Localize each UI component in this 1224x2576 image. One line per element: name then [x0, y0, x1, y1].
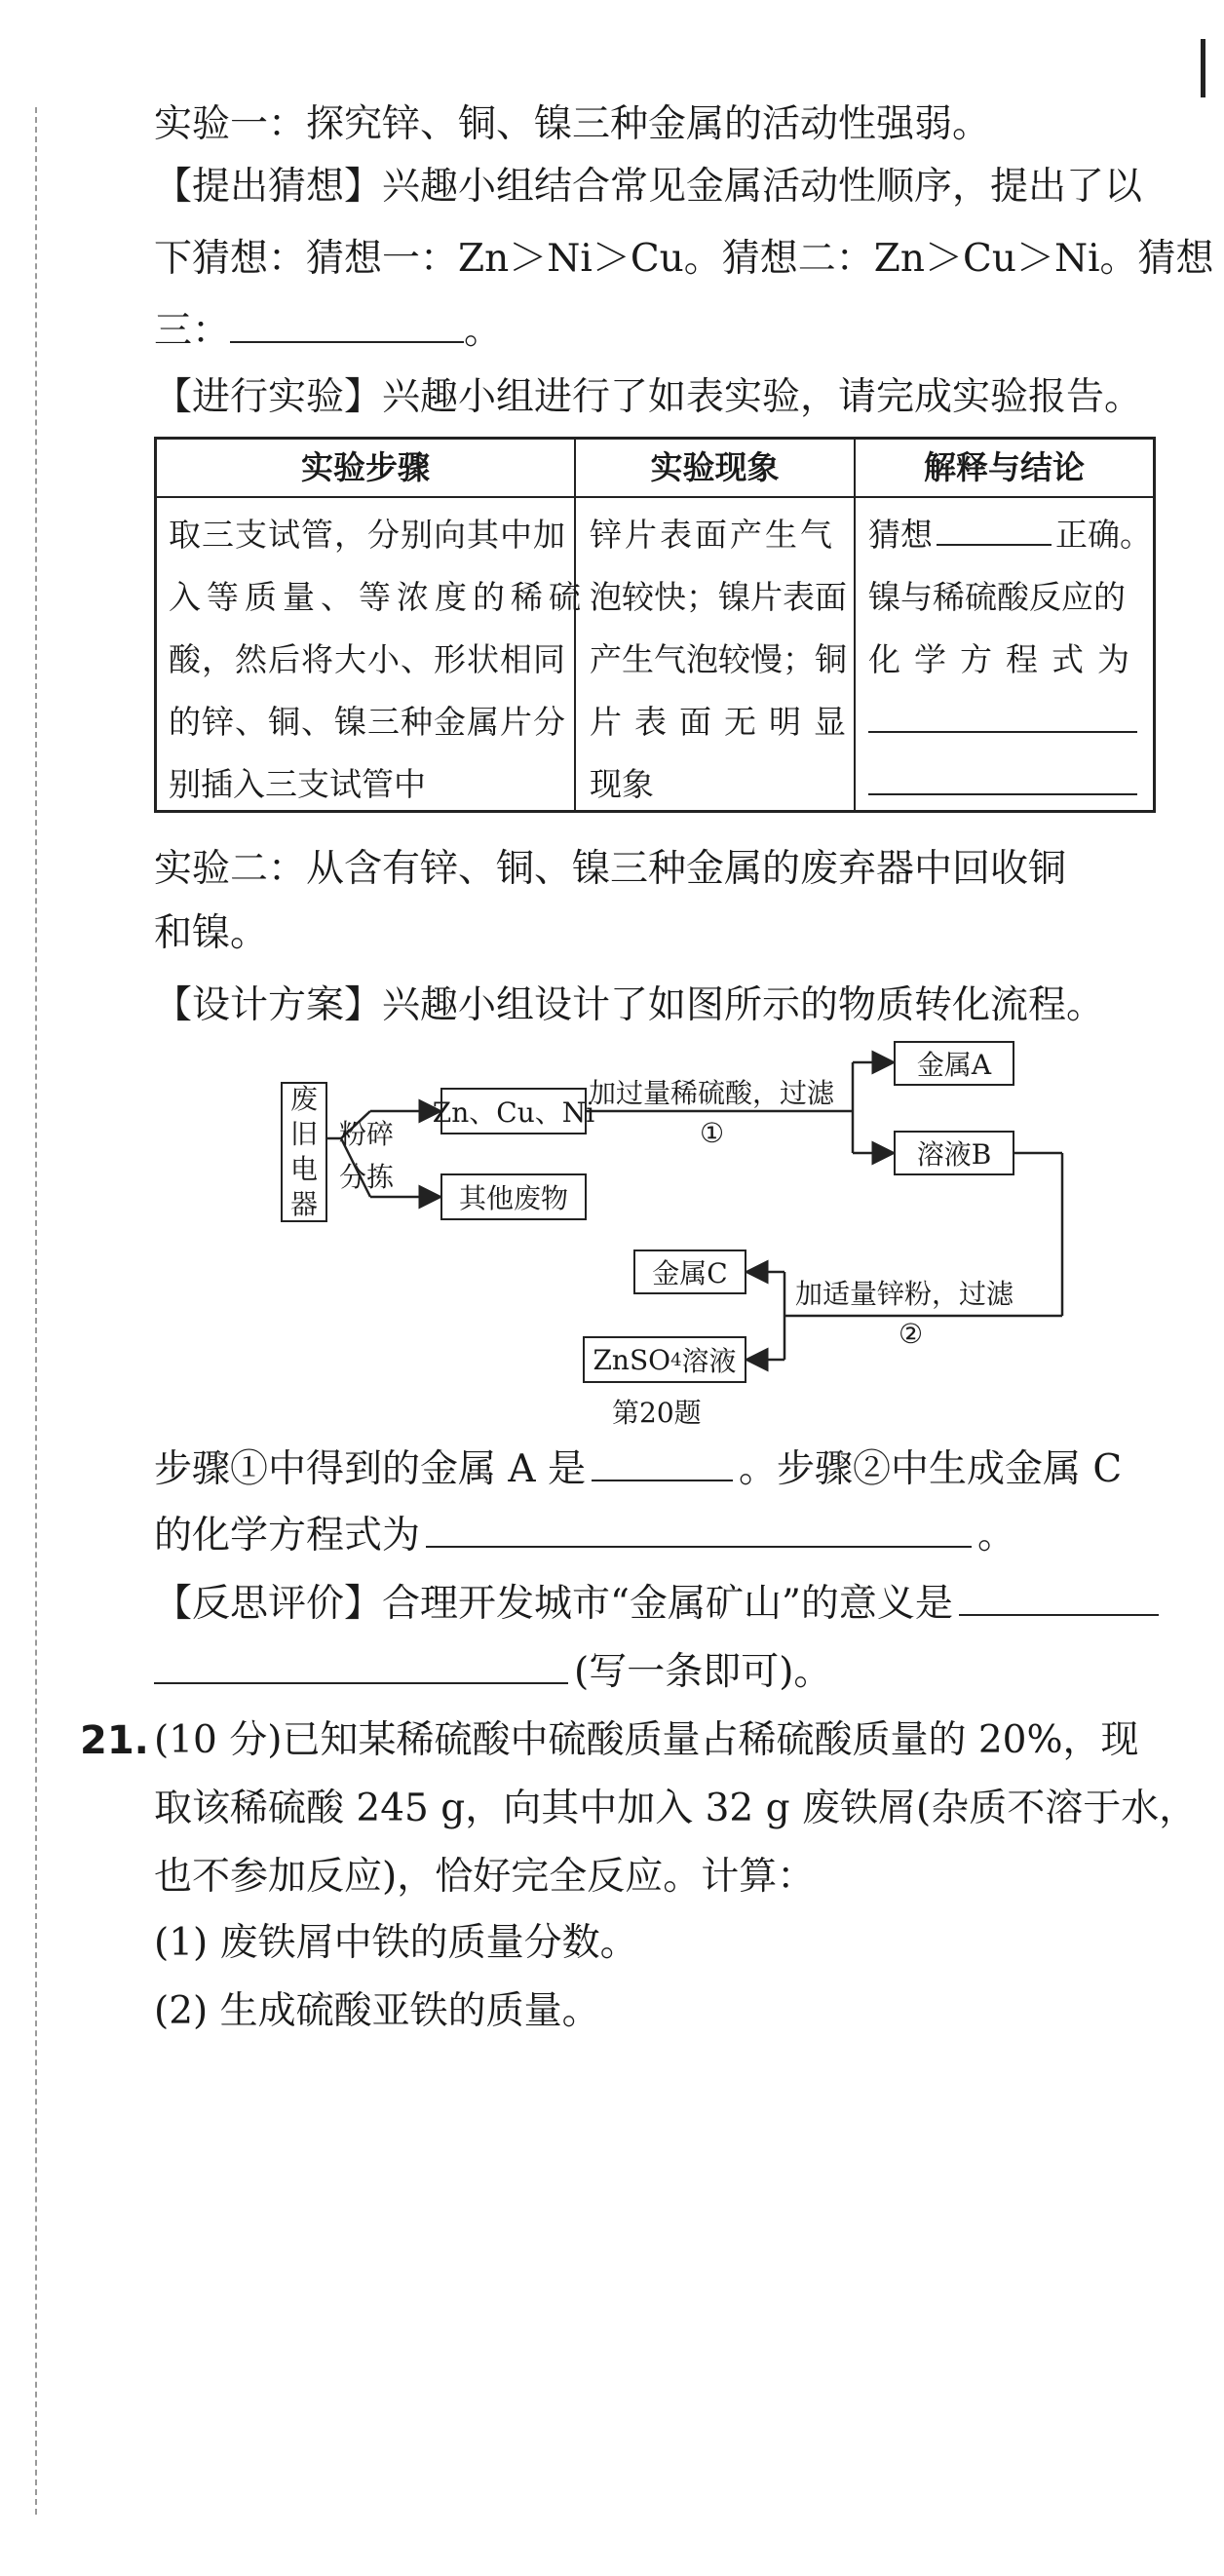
znso4-suffix: 溶液 [681, 1345, 737, 1377]
sort-label: 分拣 [339, 1161, 395, 1193]
metals-mix-box [432, 1088, 595, 1134]
metals-mix-label: Zn、Cu、Ni [432, 1096, 595, 1129]
hypothesis-3-prefix: 三： [154, 309, 231, 353]
guess-suffix: 正确。 [1055, 516, 1152, 554]
phenomena-line: 现象 [590, 765, 654, 803]
waste-appliance-label: 废 旧 电 器 [289, 1083, 318, 1220]
other-waste-box [440, 1173, 587, 1220]
steps-line: 别插入三支试管中 [169, 765, 426, 803]
step1-label: 加过量稀硫酸，过滤 [589, 1077, 835, 1109]
metal-a-label: 金属A [916, 1049, 992, 1081]
waste-appliance-box [281, 1082, 327, 1222]
conduct-experiment-line: 【进行实验】兴趣小组进行了如表实验，请完成实验报告。 [154, 375, 1143, 419]
figure-caption: 第20题 [612, 1397, 702, 1429]
phenomena-cell [590, 504, 859, 816]
crush-label: 粉碎 [339, 1118, 395, 1150]
step2-label: 加适量锌粉，过滤 [795, 1278, 1014, 1310]
reflection-blank-2[interactable] [154, 1649, 568, 1684]
phenomena-line: 片表面无明显 [590, 703, 859, 741]
metal-a-question-suffix: 。步骤②中生成金属 C [738, 1447, 1123, 1491]
question-21-sub-2: (2) 生成硫酸亚铁的质量。 [154, 1989, 600, 2033]
experiment-report-table [154, 437, 1156, 813]
question-21-line-3: 也不参加反应)，恰好完全反应。计算： [154, 1855, 816, 1899]
hypothesis-3-suffix: 。 [464, 309, 503, 353]
steps-line: 入等质量、等浓度的稀硫 [169, 578, 587, 616]
guess-blank[interactable] [937, 515, 1052, 546]
question-21-line-1: (10 分)已知某稀硫酸中硫酸质量占稀硫酸质量的 20%，现 [154, 1718, 1139, 1762]
metal-c-label: 金属C [652, 1257, 728, 1289]
hypothesis-3-blank[interactable] [230, 308, 464, 343]
znso4-label: ZnSO [593, 1343, 671, 1376]
solution-b-label: 溶液B [916, 1138, 992, 1171]
phenomena-line: 泡较快；镍片表面 [590, 578, 847, 616]
steps-line: 酸，然后将大小、形状相同 [169, 640, 566, 678]
reflection-line-2 [154, 1649, 831, 1696]
steps-line: 的锌、铜、镍三种金属片分 [169, 703, 566, 741]
conclusion-guess-line [868, 504, 1152, 566]
solution-b-box [894, 1131, 1014, 1175]
equation-blank-2[interactable] [868, 764, 1137, 795]
equation-blank-1[interactable] [868, 702, 1137, 733]
conclusion-line-3: 化学方程式为 [868, 640, 1143, 678]
reflection-suffix: (写一条即可)。 [574, 1650, 832, 1694]
header-conclusion: 解释与结论 [924, 448, 1085, 486]
reflection-prefix: 【反思评价】合理开发城市“金属矿山”的意义是 [154, 1582, 953, 1626]
margin-dashed-line [35, 107, 37, 2515]
question-21-sub-1: (1) 废铁屑中铁的质量分数。 [154, 1921, 638, 1965]
question-metal-c-line [154, 1513, 1015, 1559]
hypothesis-line-2: 下猜想：猜想一：Zn＞Ni＞Cu。猜想二：Zn＞Cu＞Ni。猜想 [154, 237, 1214, 281]
header-phenomena: 实验现象 [650, 448, 780, 486]
metal-a-answer-blank[interactable] [592, 1446, 733, 1481]
conclusion-cell [868, 504, 1152, 816]
phenomena-line: 产生气泡较慢；铜 [590, 640, 847, 678]
exp2-title-line-2: 和镍。 [154, 911, 269, 955]
other-waste-label: 其他废物 [458, 1182, 568, 1214]
phenomena-line: 锌片表面产生气 [590, 516, 835, 554]
question-21-line-2: 取该稀硫酸 245 g，向其中加入 32 g 废铁屑(杂质不溶于水， [154, 1787, 1198, 1830]
metal-c-question-prefix: 的化学方程式为 [154, 1514, 421, 1557]
step1-number: ① [700, 1117, 725, 1149]
hypothesis-line-3 [154, 308, 502, 355]
metal-c-box [633, 1250, 746, 1294]
question-21-number: 21. [80, 1718, 149, 1763]
znso4-solution-box [583, 1336, 746, 1383]
question-metal-a-line [154, 1446, 1122, 1493]
step2-number: ② [899, 1318, 924, 1350]
reflection-blank-1[interactable] [959, 1581, 1159, 1616]
reflection-line-1 [154, 1581, 1159, 1628]
metal-c-equation-blank[interactable] [426, 1513, 972, 1548]
steps-line: 取三支试管，分别向其中加 [169, 516, 566, 554]
metal-a-box [894, 1041, 1014, 1086]
exp2-title-line-1: 实验二：从含有锌、铜、镍三种金属的废弃器中回收铜 [154, 847, 1067, 891]
design-plan-line: 【设计方案】兴趣小组设计了如图所示的物质转化流程。 [154, 983, 1105, 1027]
conclusion-line-2: 镍与稀硫酸反应的 [868, 578, 1126, 616]
page-edge-bar [1201, 39, 1205, 97]
exp1-title: 实验一：探究锌、铜、镍三种金属的活动性强弱。 [154, 102, 991, 146]
metal-c-question-suffix: 。 [977, 1514, 1016, 1557]
header-steps: 实验步骤 [301, 448, 430, 486]
steps-cell [169, 504, 587, 816]
hypothesis-line-1: 【提出猜想】兴趣小组结合常见金属活动性顺序，提出了以 [154, 165, 1143, 209]
metal-a-question-prefix: 步骤①中得到的金属 A 是 [154, 1447, 586, 1491]
znso4-subscript: 4 [670, 1349, 682, 1370]
guess-prefix: 猜想 [868, 516, 933, 554]
